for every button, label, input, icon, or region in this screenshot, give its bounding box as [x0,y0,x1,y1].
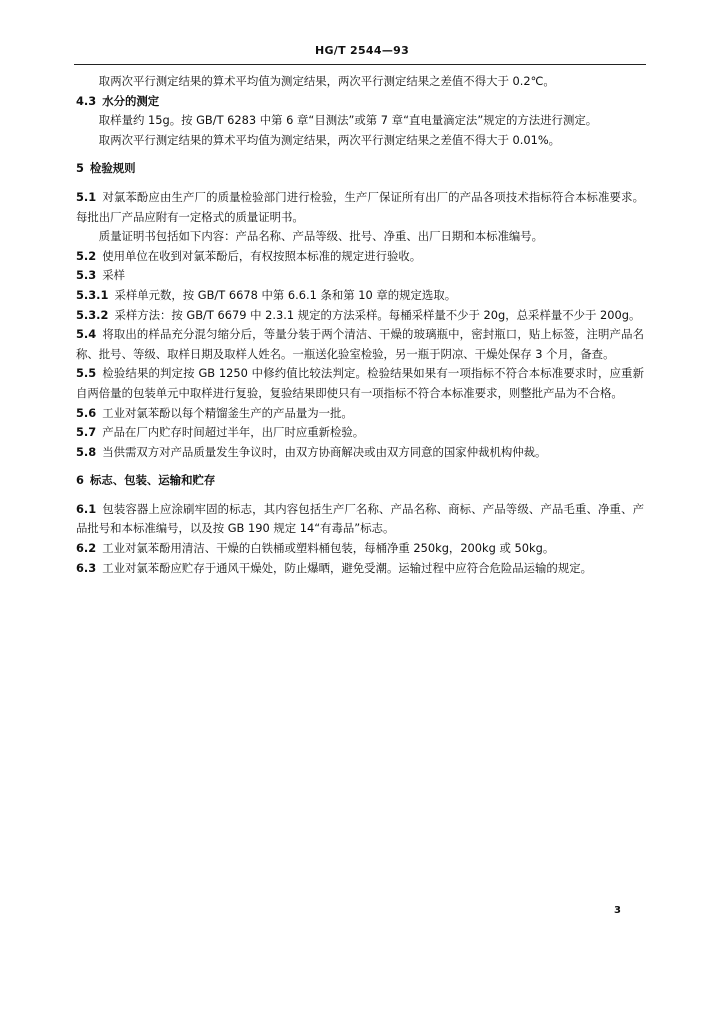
clause-5-4 [76,325,644,364]
clause-number: 5.8 [76,444,97,459]
clause-number: 5.7 [76,425,97,440]
clause-number: 5.1 [76,189,97,204]
section-number: 5 [76,161,84,176]
section-number: 6 [76,473,84,488]
section-6-heading [76,471,644,491]
clause-5-6 [76,404,644,424]
clause-text: 采样方法：按 GB/T 6679 中 2.3.1 规定的方法采样。每桶采样量不少于 20g，总采样量不少于 200g。 [114,307,641,322]
clause-text: 工业对氯苯酚用清洁、干燥的白铁桶或塑料桶包装，每桶净重 250kg，200kg 或 50kg。 [102,541,555,556]
clause-text: 将取出的样品充分混匀缩分后，等量分装于两个清洁、干燥的玻璃瓶中，密封瓶口，贴上标签，注明产品名称、批号、等级、取样日期及取样人姓名。一瓶送化验室检验，另一瓶于阴凉、干燥处保存 3 个月，备查。 [76,327,644,361]
paragraph-4-3-result: 取两次平行测定结果的算术平均值为测定结果，两次平行测定结果之差值不得大于 0.01%。 [98,132,561,147]
clause-6-3 [76,559,644,579]
clause-5-3 [76,266,644,286]
clause-number: 5.5 [76,366,97,381]
clause-text: 产品在厂内贮存时间超过半年，出厂时应重新检验。 [102,425,365,440]
clause-5-5 [76,364,644,403]
clause-number: 6.1 [76,501,97,516]
paragraph-4-3-method: 取样量约 15g。按 GB/T 6283 中第 6 章“目测法”或第 7 章“直电量滴定法”规定的方法进行测定。 [98,113,598,128]
spacer [76,462,644,471]
clause-number: 5.2 [76,248,97,263]
clause-text: 采样 [102,268,125,283]
clause-text: 当供需双方对产品质量发生争议时，由双方协商解决或由双方同意的国家仲裁机构仲裁。 [102,444,547,459]
spacer [76,491,644,500]
section-title: 检验规则 [89,161,136,176]
clause-5-7 [76,423,644,443]
spacer [76,179,644,188]
clause-5-1-certificate: 质量证明书包括如下内容：产品名称、产品等级、批号、净重、出厂日期和本标准编号。 [98,229,544,244]
clause-number: 5.6 [76,405,97,420]
clause-5-3-2 [76,306,644,326]
clause-text: 检验结果的判定按 GB 1250 中修约值比较法判定。检验结果如果有一项指标不符合本标准要求时，应重新自两倍量的包装单元中取样进行复验，复验结果即使只有一项指标不符合本标准要求，则整批产品为不合格。 [76,366,644,400]
clause-number: 5.3 [76,268,97,283]
clause-5-1 [76,188,644,227]
section-title: 水分的测定 [102,93,160,108]
clause-text: 对氯苯酚应由生产厂的质量检验部门进行检验，生产厂保证所有出厂的产品各项技术指标符合本标准要求。每批出厂产品应附有一定格式的质量证明书。 [76,189,644,224]
clause-text: 包装容器上应涂刷牢固的标志，其内容包括生产厂名称、产品名称、商标、产品等级、产品毛重、净重、产品批号和本标准编号，以及按 GB 190 规定 14“有毒品”标志。 [76,501,644,536]
clause-6-2 [76,539,644,559]
spacer [76,150,644,159]
clause-5-2 [76,247,644,267]
page-number: 3 [614,905,621,916]
section-4-3-heading [76,92,644,112]
clause-number: 5.4 [76,327,97,342]
clause-5-8 [76,443,644,463]
paragraph-4-2-result: 取两次平行测定结果的算术平均值为测定结果，两次平行测定结果之差值不得大于 0.2℃。 [98,74,555,88]
clause-6-1 [76,500,644,539]
section-title: 标志、包装、运输和贮存 [89,473,216,488]
section-5-heading [76,159,644,179]
clause-number: 5.3.1 [76,287,109,302]
clause-text: 工业对氯苯酚应贮存于通风干燥处，防止爆晒，避免受潮。运输过程中应符合危险品运输的规定。 [102,560,592,575]
document-header: HG/T 2544—93 [314,44,410,57]
clause-text: 采样单元数，按 GB/T 6678 中第 6.6.1 条和第 10 章的规定选取。 [114,287,457,302]
clause-text: 使用单位在收到对氯苯酚后，有权按照本标准的规定进行验收。 [102,248,422,263]
clause-number: 6.3 [76,560,97,575]
section-number: 4.3 [76,93,97,108]
header-rule [74,64,646,65]
clause-number: 6.2 [76,541,97,556]
clause-number: 5.3.2 [76,307,109,322]
clause-5-3-1 [76,286,644,306]
clause-text: 工业对氯苯酚以每个精馏釜生产的产品量为一批。 [102,405,353,420]
document-body [76,72,644,578]
